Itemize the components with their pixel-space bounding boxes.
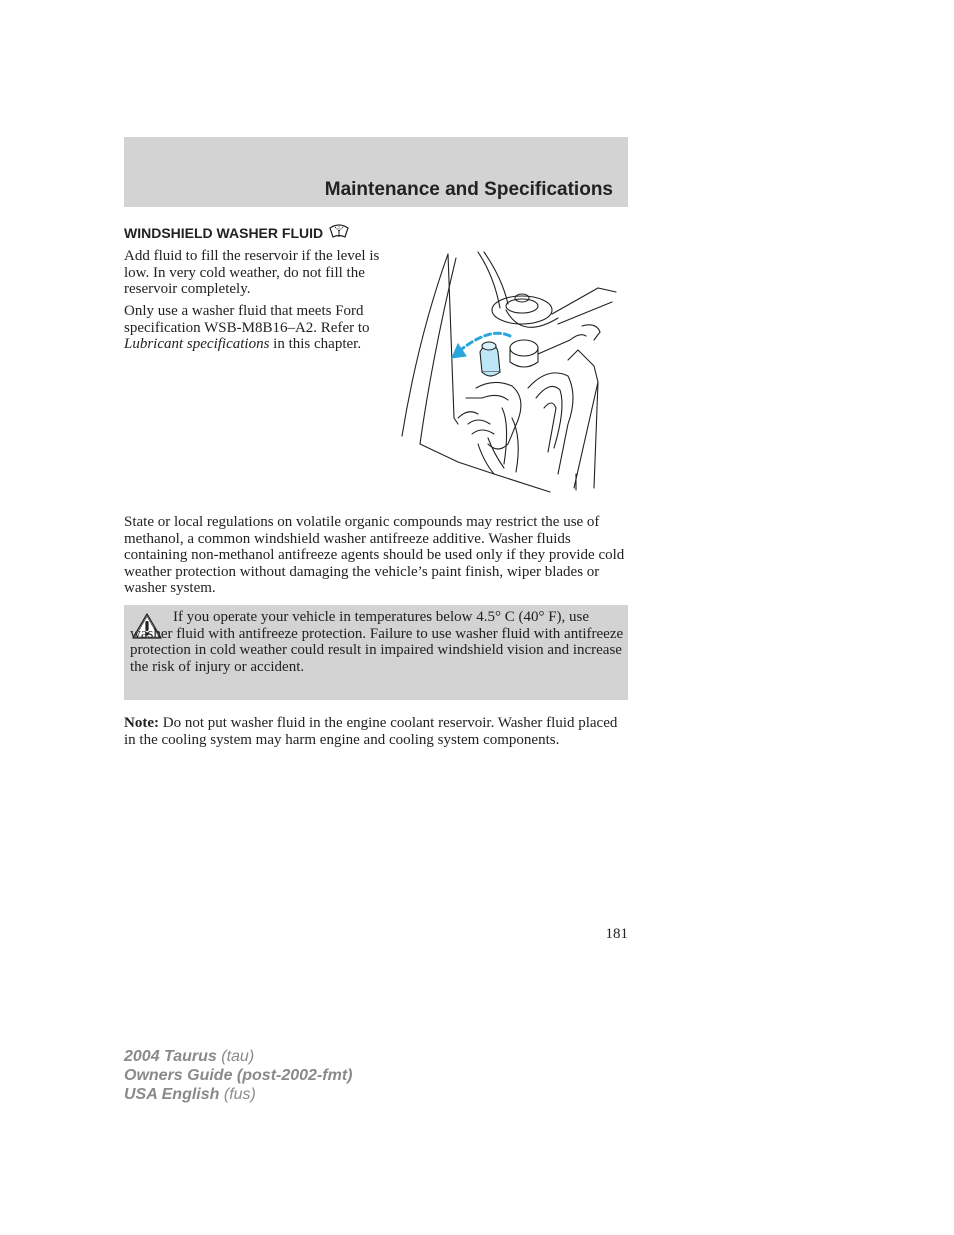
- note-paragraph: [124, 715, 628, 748]
- footer-model: 2004 Taurus: [124, 1048, 217, 1065]
- washer-reservoir-illustration: [398, 248, 620, 496]
- footer-language: USA English: [124, 1086, 220, 1103]
- footer-model-line: [124, 1047, 352, 1066]
- lubricant-spec-reference: Lubricant specifications: [124, 336, 270, 352]
- warning-box: [124, 605, 628, 700]
- footer-language-line: [124, 1085, 352, 1104]
- footer-guide: Owners Guide (post-2002-fmt): [124, 1067, 353, 1084]
- document-footer: [124, 1047, 352, 1104]
- page-number: 181: [605, 926, 628, 942]
- intro-paragraph-2: [124, 303, 384, 353]
- intro-p2-tail: in this chapter.: [269, 336, 362, 352]
- header-band: [124, 137, 628, 207]
- note-label: Note:: [124, 715, 159, 731]
- regulations-paragraph: State or local regulations on volatile organic compounds may restrict the use of methanol, a common windshield washer antifreeze additive. Washer fluids containing non-methanol antifreeze agents should be used only if they provide cold weather protection without damaging the vehicle’s paint finish, wiper blades or washer system.: [124, 514, 625, 596]
- warning-text: If you operate your vehicle in temperatures below 4.5° C (40° F), use washer fluid with antifreeze protection. Failure to use washer fluid with antifreeze protection in cold weather could result in impaired windshield vision and increase the risk of injury or accident.: [130, 609, 624, 675]
- footer-model-code: (tau): [216, 1048, 255, 1065]
- footer-guide-line: [124, 1066, 352, 1085]
- page-section-title: Maintenance and Specifications: [324, 179, 613, 200]
- section-heading: [124, 222, 350, 243]
- reservoir-cap-highlight: [480, 342, 500, 376]
- intro-p2-text: Only use a washer fluid that meets Ford specification WSB-M8B16–A2. Refer to: [124, 303, 370, 336]
- note-text: Do not put washer fluid in the engine coolant reservoir. Washer fluid placed in the cooling system may harm engine and cooling system components.: [124, 715, 618, 748]
- footer-language-code: (fus): [219, 1086, 256, 1103]
- intro-paragraph-1: Add fluid to fill the reservoir if the level is low. In very cold weather, do not fill the reservoir completely.: [124, 248, 380, 297]
- windshield-washer-icon: [328, 222, 350, 243]
- section-heading-text: WINDSHIELD WASHER FLUID: [124, 224, 324, 241]
